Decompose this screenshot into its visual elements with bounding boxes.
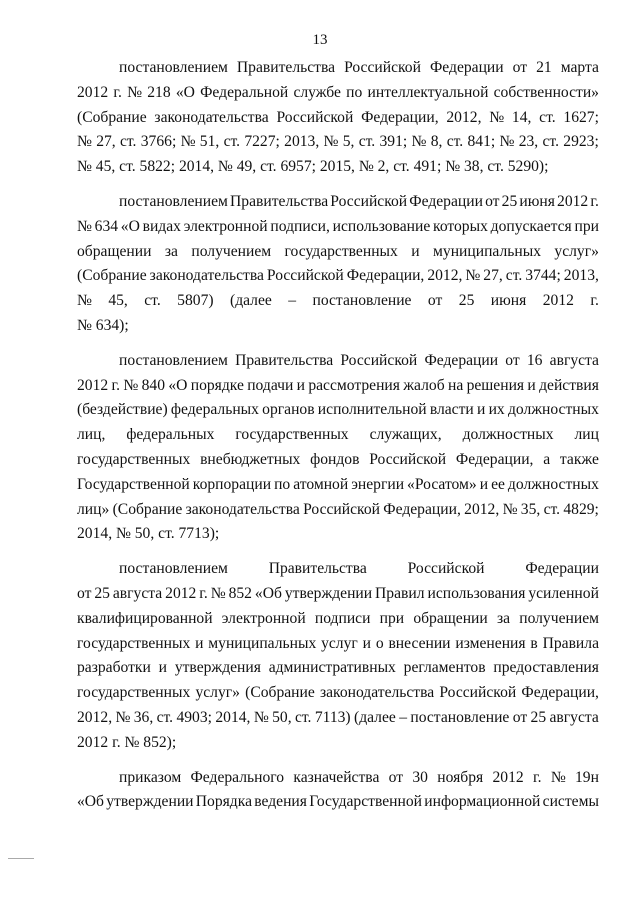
word: а <box>543 450 551 468</box>
word: порядке <box>190 376 244 394</box>
page-number: 13 <box>312 32 328 48</box>
word: корпорации <box>192 475 272 493</box>
word: Федерации <box>409 192 483 210</box>
word: подписи, <box>270 217 330 235</box>
word: 19н <box>575 768 599 786</box>
word: приказом <box>119 768 182 786</box>
word: № <box>465 267 481 285</box>
word: государственных <box>235 426 349 444</box>
text-line <box>77 557 599 582</box>
word: 2012 <box>557 192 589 210</box>
word: от <box>512 59 528 76</box>
word: Российской <box>330 192 408 210</box>
word: квалифицированной <box>77 609 213 627</box>
word: в <box>530 634 538 652</box>
word: системы <box>542 793 599 811</box>
word: г. <box>199 584 208 602</box>
word: 2013, <box>284 133 320 151</box>
text-line <box>77 448 599 473</box>
word: регламентов <box>403 659 486 677</box>
word: Российской <box>276 108 354 126</box>
word: г. <box>590 192 599 210</box>
word: 7113) <box>314 708 351 726</box>
word: № <box>180 133 196 151</box>
word: атомной <box>293 475 349 493</box>
word: 21 <box>536 59 552 76</box>
word: марта <box>560 59 599 76</box>
text-line <box>77 56 599 81</box>
word: и <box>476 401 486 419</box>
word: Федерального <box>190 768 285 786</box>
word: административных <box>268 659 396 677</box>
word: № <box>77 217 92 235</box>
word: 45, <box>108 292 128 310</box>
word: интеллектуальной <box>367 83 489 101</box>
text-line <box>77 656 599 681</box>
word: (бездействие) <box>77 401 168 419</box>
word: исполнительной <box>317 401 427 419</box>
word: № <box>77 133 92 151</box>
word: изменения <box>455 634 526 652</box>
word: муниципальных <box>208 634 317 652</box>
word: от <box>485 192 500 210</box>
text-line <box>77 790 599 815</box>
word: муниципальных <box>433 242 541 260</box>
word: «О <box>175 83 195 101</box>
text-line: № 45, ст. 5822; 2014, № 49, ст. 6957; 2015, № 2, ст. 491; № 38, ст. 5290); <box>77 158 549 176</box>
word: фондов <box>310 450 360 468</box>
word: ее <box>491 475 505 493</box>
word: ст. <box>156 708 174 726</box>
word: июня <box>519 192 555 210</box>
text-line <box>77 349 599 374</box>
word: 3766; <box>140 133 177 151</box>
text-line <box>77 215 599 240</box>
text-line <box>77 423 599 448</box>
word: Федерации, <box>361 108 439 126</box>
word: Российской <box>266 267 344 285</box>
word: постановление <box>410 708 510 726</box>
word: Правительства <box>268 560 367 578</box>
word: рассмотрения <box>308 376 400 394</box>
word: при <box>574 217 599 235</box>
word: № <box>489 108 505 126</box>
word: № <box>77 292 92 310</box>
text-line <box>77 766 599 791</box>
word: 2012, <box>77 708 113 726</box>
word: 27, <box>96 133 116 151</box>
word: лиц, <box>77 426 106 444</box>
word: ст. <box>505 267 523 285</box>
word: Российской <box>407 560 485 578</box>
word: 2012, <box>427 267 463 285</box>
word: августа <box>112 584 163 602</box>
document-body <box>77 56 599 825</box>
text-line <box>77 289 599 314</box>
text-line <box>77 130 599 155</box>
word: 51, <box>199 133 220 151</box>
word: допускается <box>490 217 572 235</box>
word: Правила <box>542 634 599 652</box>
word: внесении <box>388 634 451 652</box>
word: Федерации, <box>383 500 461 518</box>
word: ведения <box>254 793 307 811</box>
word: ст. <box>543 500 561 518</box>
word: августа <box>549 351 599 369</box>
word: подписи <box>314 609 371 627</box>
word: «Росатом» <box>407 475 477 493</box>
word: утверждении <box>284 584 373 602</box>
word: от <box>388 768 404 786</box>
word: № <box>323 133 339 151</box>
word: 2923; <box>563 133 599 151</box>
word: 36, <box>133 708 154 726</box>
word: ст. <box>144 292 161 310</box>
text-line <box>77 681 599 706</box>
word: 2014, <box>215 708 251 726</box>
paragraph-3 <box>77 349 599 547</box>
paragraph-2 <box>77 190 599 339</box>
word: на <box>447 376 464 394</box>
word: при <box>379 609 405 627</box>
word: 634 <box>94 217 119 235</box>
word: 3744; <box>525 267 561 285</box>
word: о <box>375 634 384 652</box>
word: Федерации <box>429 59 504 76</box>
word: 2012 <box>542 292 574 310</box>
word: услуг» <box>195 684 240 702</box>
text-line: 2014, № 50, ст. 7713); <box>77 525 220 543</box>
word: Порядка <box>195 793 252 811</box>
word: также <box>559 450 599 468</box>
word: обращении <box>77 242 152 260</box>
word: «Об <box>254 584 282 602</box>
word: постановлением <box>119 351 228 369</box>
word: 25 <box>94 584 110 602</box>
word: федеральных <box>126 426 215 444</box>
word: 2012, <box>446 108 482 126</box>
word: № <box>411 133 427 151</box>
word: г. <box>532 768 542 786</box>
word: № <box>502 500 518 518</box>
word: государственных <box>77 634 191 652</box>
word: Российской <box>439 684 517 702</box>
word: № <box>253 708 269 726</box>
paragraph-1 <box>77 56 599 180</box>
word: 841; <box>467 133 496 151</box>
word: Российской <box>344 59 421 76</box>
word: по <box>274 475 291 493</box>
word: Федерации <box>525 560 599 578</box>
word: от <box>77 584 92 602</box>
word: № <box>210 584 226 602</box>
text-line <box>77 398 599 423</box>
word: 7227; <box>244 133 280 151</box>
word: федеральных <box>170 401 259 419</box>
word: жалоб <box>403 376 445 394</box>
word: использования <box>427 584 526 602</box>
word: постановлением <box>119 192 228 210</box>
word: 30 <box>412 768 428 786</box>
text-line <box>77 240 599 265</box>
word: Правил <box>375 584 425 602</box>
scan-edge-mark <box>8 858 34 859</box>
word: службе <box>293 83 341 101</box>
word: 2012 <box>165 584 197 602</box>
word: за <box>496 609 511 627</box>
word: (Собрание <box>245 684 315 702</box>
text-line <box>77 190 599 215</box>
word: утверждения <box>174 659 261 677</box>
word: от <box>512 708 528 726</box>
word: лиц» <box>77 500 110 518</box>
word: Государственной <box>309 793 422 811</box>
word: Правительства <box>230 192 329 210</box>
word: утверждении <box>106 793 194 811</box>
word: № <box>127 83 143 101</box>
word: служащих, <box>369 426 442 444</box>
word: разработки <box>77 659 151 677</box>
word: 840 <box>141 376 165 394</box>
text-line: 2012 г. № 852); <box>77 733 177 751</box>
word: (далее <box>354 708 396 726</box>
word: Федерации, <box>455 450 534 468</box>
word: получением <box>191 242 272 260</box>
word: и <box>362 634 371 652</box>
word: электронной <box>183 217 268 235</box>
word: 16 <box>526 351 543 369</box>
word: энергии <box>351 475 405 493</box>
word: ст. <box>542 133 559 151</box>
word: Федерации, <box>521 684 599 702</box>
paragraph-4 <box>77 557 599 755</box>
word: Российской <box>369 450 447 468</box>
text-line: № 634); <box>77 316 129 334</box>
word: – <box>399 708 407 726</box>
word: 852 <box>228 584 252 602</box>
text-line <box>77 706 599 731</box>
word: действия <box>539 376 599 394</box>
word: Федерации, <box>346 267 425 285</box>
word: законодательства <box>154 108 269 126</box>
word: «О <box>168 376 188 394</box>
word: 50, <box>272 708 292 726</box>
word: подачи <box>247 376 294 394</box>
word: Российской <box>340 351 418 369</box>
word: ст. <box>119 133 137 151</box>
word: органов <box>262 401 315 419</box>
word: решения <box>466 376 525 394</box>
word: услуг <box>321 634 358 652</box>
word: предоставления <box>493 659 599 677</box>
word: государственных <box>284 242 398 260</box>
word: 1627; <box>563 108 599 126</box>
word: 218 <box>147 83 171 101</box>
word: Правительства <box>236 59 336 76</box>
word: должностных <box>462 426 554 444</box>
word: 14, <box>511 108 532 126</box>
word: 2012, <box>464 500 500 518</box>
word: г. <box>113 83 122 101</box>
word: № <box>123 376 139 394</box>
word: № <box>499 133 515 151</box>
text-line <box>77 607 599 632</box>
word: 5807) <box>177 292 214 310</box>
word: и <box>296 376 306 394</box>
text-line <box>77 374 599 399</box>
word: «О <box>120 217 140 235</box>
word: усиленной <box>528 584 599 602</box>
word: их <box>488 401 505 419</box>
word: июня <box>490 292 527 310</box>
word: 27, <box>483 267 503 285</box>
word: от <box>427 292 443 310</box>
word: (Собрание <box>112 500 183 518</box>
text-line <box>77 81 599 106</box>
word: постановление <box>312 292 412 310</box>
paragraph-5 <box>77 766 599 816</box>
word: 25 <box>501 192 518 210</box>
word: «Об <box>77 793 104 811</box>
word: 25 <box>458 292 475 310</box>
word: использование <box>332 217 431 235</box>
text-line <box>77 473 599 498</box>
word: – <box>288 292 297 310</box>
word: Федеральной <box>200 83 289 101</box>
word: законодательства <box>319 684 435 702</box>
word: 4829; <box>563 500 599 518</box>
word: должностных <box>507 475 599 493</box>
word: ст. <box>446 133 464 151</box>
word: 2013, <box>563 267 599 285</box>
word: государственных <box>77 450 191 468</box>
word: лиц <box>574 426 599 444</box>
word: 35, <box>520 500 541 518</box>
word: ноября <box>437 768 484 786</box>
word: собственности» <box>493 83 599 101</box>
word: г. <box>111 376 121 394</box>
word: № <box>115 708 131 726</box>
word: услуг» <box>554 242 599 260</box>
word: и <box>195 634 204 652</box>
word: видах <box>142 217 181 235</box>
word: от <box>505 351 520 369</box>
word: информационной <box>424 793 541 811</box>
word: Государственной <box>77 475 190 493</box>
text-line <box>77 106 599 131</box>
word: должностных <box>507 401 599 419</box>
word: 4903; <box>176 708 212 726</box>
word: ст. <box>539 108 556 126</box>
word: № <box>550 768 566 786</box>
word: казначейства <box>293 768 380 786</box>
text-line <box>77 632 599 657</box>
word: государственных <box>77 684 191 702</box>
word: и <box>479 475 489 493</box>
word: 2012 <box>77 83 109 101</box>
word: за <box>164 242 178 260</box>
word: получением <box>519 609 599 627</box>
word: власти <box>429 401 474 419</box>
text-line <box>77 498 599 523</box>
word: 2012 <box>77 376 109 394</box>
word: законодательства <box>185 500 300 518</box>
word: ст. <box>223 133 241 151</box>
word: внебюджетных <box>200 450 301 468</box>
word: постановлением <box>119 560 228 578</box>
word: которых <box>433 217 488 235</box>
word: августа <box>549 708 599 726</box>
word: по <box>346 83 363 101</box>
word: (Собрание <box>77 267 147 285</box>
text-line <box>77 582 599 607</box>
word: 23, <box>518 133 539 151</box>
word: ст. <box>358 133 376 151</box>
word: ст. <box>294 708 312 726</box>
word: (далее <box>230 292 272 310</box>
word: и <box>411 242 420 260</box>
word: и <box>158 659 168 677</box>
word: Правительства <box>235 351 334 369</box>
word: законодательства <box>149 267 264 285</box>
word: и <box>527 376 536 394</box>
word: 5, <box>342 133 355 151</box>
word: обращении <box>413 609 488 627</box>
text-line <box>77 264 599 289</box>
word: Российской <box>303 500 380 518</box>
word: 8, <box>430 133 443 151</box>
word: Федерации <box>424 351 499 369</box>
word: г. <box>590 292 599 310</box>
word: электронной <box>221 609 306 627</box>
word: 2012 <box>492 768 524 786</box>
word: постановлением <box>119 59 228 76</box>
word: 391; <box>379 133 408 151</box>
word: (Собрание <box>77 108 147 126</box>
word: 25 <box>530 708 547 726</box>
